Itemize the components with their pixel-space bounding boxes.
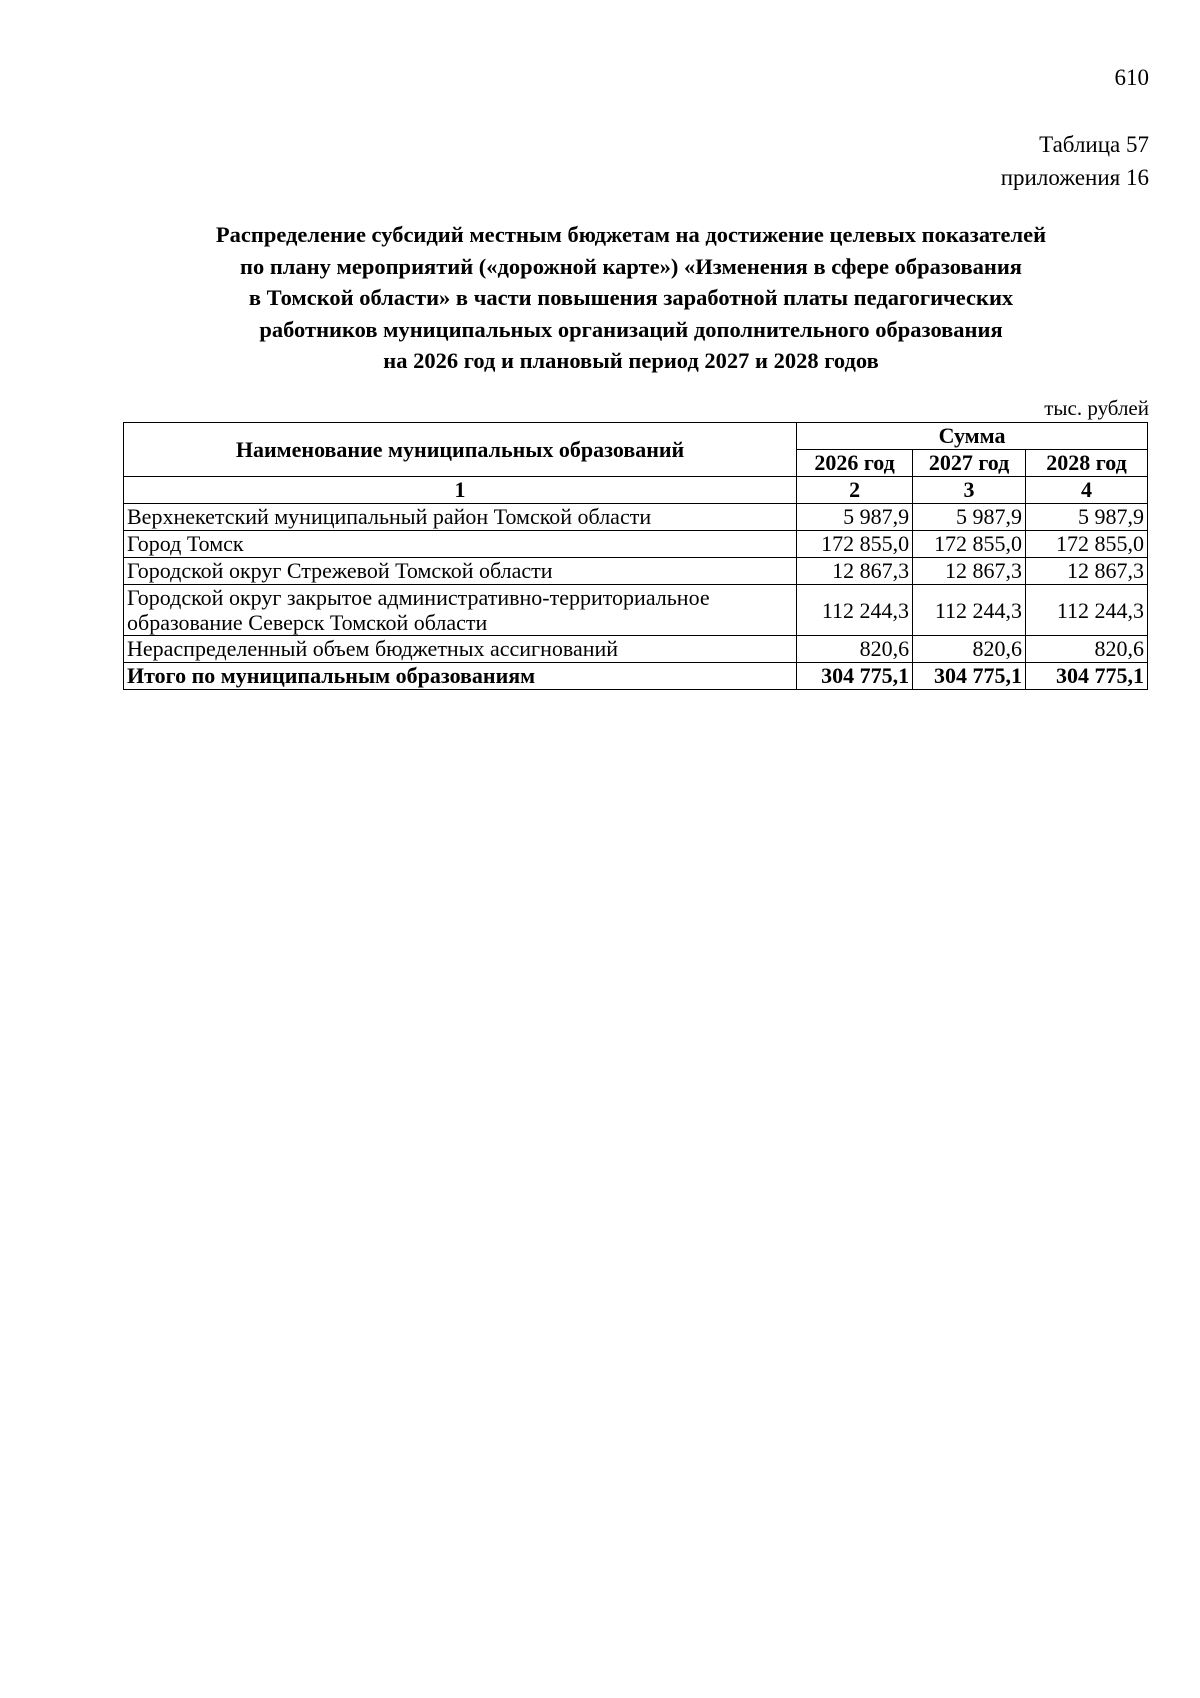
header-sum-group: Сумма: [797, 423, 1148, 450]
value-2026: 172 855,0: [797, 531, 913, 558]
header-year-2028: 2028 год: [1026, 450, 1148, 477]
column-number: 1: [124, 477, 797, 504]
total-2027: 304 775,1: [913, 663, 1026, 690]
column-numbers-row: [124, 477, 1148, 504]
row-name: Верхнекетский муниципальный район Томской области: [124, 504, 797, 531]
column-number: 4: [1026, 477, 1148, 504]
value-2028: 172 855,0: [1026, 531, 1148, 558]
row-name: Нераспределенный объем бюджетных ассигнований: [124, 636, 797, 663]
page-number: 610: [1114, 65, 1149, 90]
table-caption-number: Таблица 57: [1039, 132, 1149, 157]
row-name: Город Томск: [124, 531, 797, 558]
document-title: [124, 219, 1138, 377]
title-line: Распределение субсидий местным бюджетам на достижение целевых показателей: [215, 222, 1047, 247]
table-row: [124, 504, 1148, 531]
value-2027: 12 867,3: [913, 558, 1026, 585]
value-2026: 12 867,3: [797, 558, 913, 585]
title-line: по плану мероприятий («дорожной карте») «Изменения в сфере образования: [240, 253, 1022, 279]
value-2027: 5 987,9: [913, 504, 1026, 531]
title-line: на 2026 год и плановый период 2027 и 2028 годов: [383, 348, 879, 373]
header-row: [124, 423, 1148, 450]
table-row: [124, 558, 1148, 585]
header-year-2026: 2026 год: [797, 450, 913, 477]
header-year-2027: 2027 год: [913, 450, 1026, 477]
row-name: [124, 585, 797, 636]
row-name-line: образование Северск Томской области: [127, 610, 488, 635]
subsidy-table: [123, 422, 1148, 690]
value-2027: 172 855,0: [913, 531, 1026, 558]
value-2028: 5 987,9: [1026, 504, 1148, 531]
header-name-column: Наименование муниципальных образований: [124, 423, 797, 477]
value-2028: 112 244,3: [1026, 585, 1148, 636]
table-row: [124, 531, 1148, 558]
value-2028: 12 867,3: [1026, 558, 1148, 585]
value-2027: 820,6: [913, 636, 1026, 663]
value-2026: 112 244,3: [797, 585, 913, 636]
row-name: Городской округ Стрежевой Томской области: [124, 558, 797, 585]
value-2026: 820,6: [797, 636, 913, 663]
total-label: Итого по муниципальным образованиям: [124, 663, 797, 690]
value-2028: 820,6: [1026, 636, 1148, 663]
column-number: 3: [913, 477, 1026, 504]
units-label: тыс. рублей: [1044, 396, 1149, 420]
total-row: [124, 663, 1148, 690]
title-line: в Томской области» в части повышения заработной платы педагогических: [248, 285, 1014, 310]
total-2028: 304 775,1: [1026, 663, 1148, 690]
row-name-line: Городской округ закрытое административно-территориальное: [127, 585, 710, 610]
title-line: работников муниципальных организаций дополнительного образования: [259, 316, 1003, 342]
table-caption: [1001, 128, 1149, 194]
column-number: 2: [797, 477, 913, 504]
table-row: [124, 585, 1148, 636]
value-2027: 112 244,3: [913, 585, 1026, 636]
table-row: [124, 636, 1148, 663]
table-caption-appendix: приложения 16: [1000, 165, 1149, 190]
total-2026: 304 775,1: [797, 663, 913, 690]
value-2026: 5 987,9: [797, 504, 913, 531]
